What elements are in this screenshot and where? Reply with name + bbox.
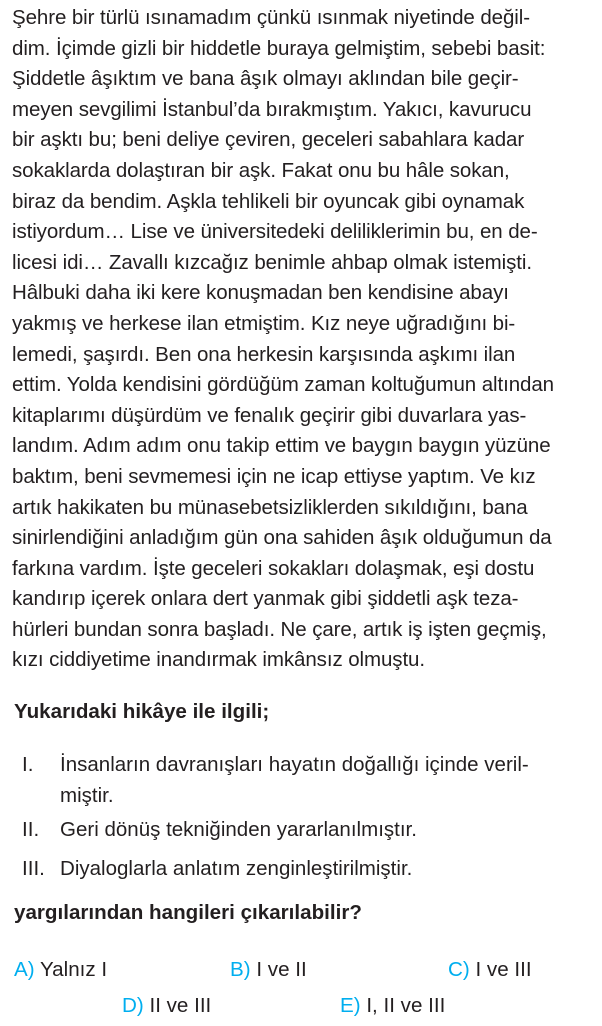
passage-line: sokaklarda dolaştıran bir aşk. Fakat onu bu hâle sokan, [12,158,510,182]
passage-line: farkına vardım. İşte geceleri sokakları dolaşmak, eşi dostu [12,556,535,580]
option-c[interactable] [448,958,532,982]
statement-number: I. [22,753,34,776]
option-d[interactable] [122,994,211,1018]
passage-line: Şehre bir türlü ısınamadım çünkü ısınmak niyetinde değil- [12,6,530,29]
statement-text: İnsanların davranışları hayatın doğallığı içinde veril- [60,753,529,776]
passage-line: istiyordum… Lise ve üniversitedeki deliliklerimin bu, en de- [12,220,538,244]
option-b[interactable] [230,958,307,982]
passage-line: Hâlbuki daha iki kere konuşmadan ben kendisine abayı [12,281,509,305]
passage-line: hürleri bundan sonra başladı. Ne çare, artık iş işten geçmiş, [12,617,547,641]
question-prompt: yargılarından hangileri çıkarılabilir? [14,901,362,924]
option-text: I, II ve III [366,994,446,1017]
passage-line: meyen sevgilimi İstanbul’da bırakmıştım. Yakıcı, kavurucu [12,97,532,121]
passage-line: kızı ciddiyetime inandırmak imkânsız olmuştu. [12,648,425,672]
option-letter: D) [122,994,144,1017]
passage-line: Şiddetle âşıktım ve bana âşık olmayı aklından bile geçir- [12,67,519,91]
passage-line: kandırıp içerek onlara dert yanmak gibi şiddetli aşk teza- [12,587,519,611]
option-letter: E) [340,994,361,1017]
passage-line: landım. Adım adım onu takip ettim ve baygın baygın yüzüne [12,434,551,458]
passage-line: artık hakikaten bu münasebetsizliklerden sıkıldığını, bana [12,495,528,519]
passage-line: dim. İçimde gizli bir hiddetle buraya gelmiştim, sebebi basit: [12,36,546,60]
option-text: I ve II [256,958,307,981]
passage-line: yakmış ve herkese ilan etmiştim. Kız neye uğradığını bi- [12,311,516,335]
option-letter: B) [230,958,251,981]
statement-number: II. [22,818,40,841]
passage-line: lemedi, şaşırdı. Ben ona herkesin karşısında aşkımı ilan [12,342,516,366]
statement-1 [22,750,602,811]
passage-line: kitaplarımı düşürdüm ve fenalık geçirir gibi duvarlara yas- [12,403,527,427]
statement-number: III. [22,857,45,880]
option-e[interactable] [340,994,445,1018]
option-letter: C) [448,958,470,981]
passage-line: sinirlendiğini anladığım gün ona sahiden âşık olduğumun da [12,526,552,550]
passage-line: biraz da bendim. Aşkla tehlikeli bir oyuncak gibi oynamak [12,189,525,213]
option-text: Yalnız I [39,958,108,981]
passage-line: ettim. Yolda kendisini gördüğüm zaman koltuğumun altından [12,373,554,397]
option-text: II ve III [149,994,212,1017]
statement-text: Diyaloglarla anlatım zenginleştirilmiştir. [60,857,413,880]
option-text: I ve III [475,958,532,981]
statement-text: miştir. [60,783,114,807]
statement-2 [22,815,602,846]
question-intro: Yukarıdaki hikâye ile ilgili; [14,700,270,723]
statement-3 [22,854,602,885]
statement-text: Geri dönüş tekniğinden yararlanılmıştır. [60,818,417,841]
option-a[interactable] [14,958,107,982]
story-passage [12,3,602,676]
passage-line: baktım, beni sevmemesi için ne icap ettiyse yaptım. Ve kız [12,464,536,488]
option-letter: A) [14,958,35,981]
passage-line: bir aşktı bu; beni deliye çeviren, geceleri sabahlara kadar [12,128,525,152]
passage-line: licesi idi… Zavallı kızcağız benimle ahbap olmak istemişti. [12,250,532,274]
